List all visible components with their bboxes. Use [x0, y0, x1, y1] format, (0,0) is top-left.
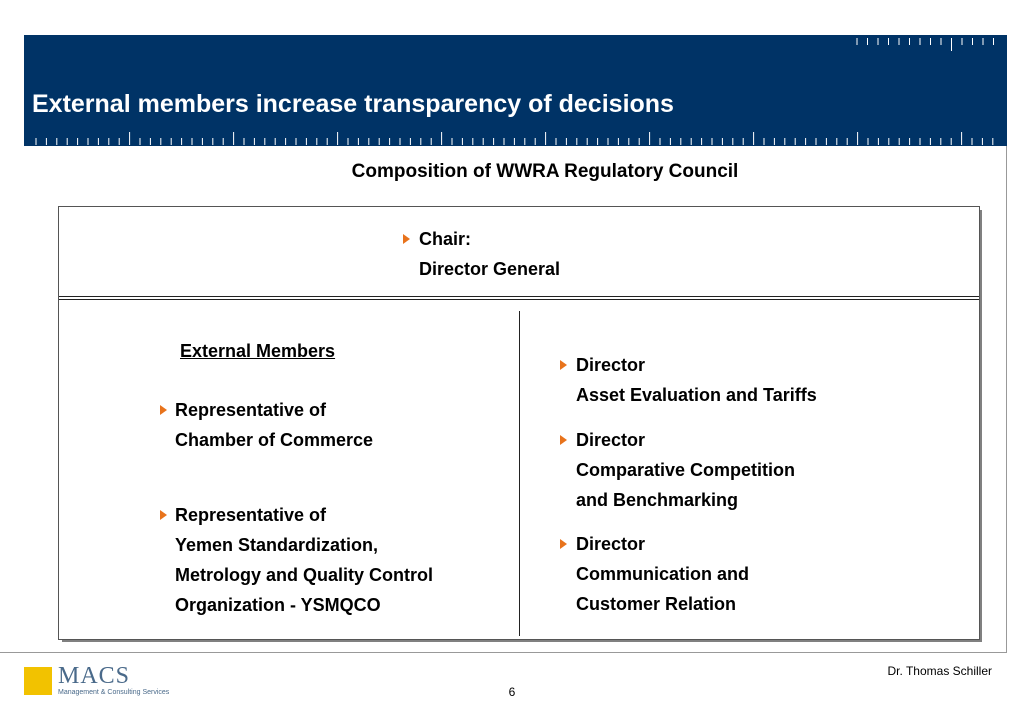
header-band	[24, 35, 1007, 146]
chair-title: Director General	[419, 259, 561, 279]
bullet-arrow-icon	[160, 510, 167, 520]
director-line: and Benchmarking	[576, 490, 739, 510]
author-name: Dr. Thomas Schiller	[887, 664, 992, 678]
bullet-arrow-icon	[560, 435, 567, 445]
page-number: 6	[508, 685, 516, 699]
external-member-line: Yemen Standardization,	[175, 535, 379, 555]
director-line: Customer Relation	[576, 594, 737, 614]
slide-subtitle: Composition of WWRA Regulatory Council	[351, 161, 739, 182]
external-member-line: Representative of	[175, 400, 327, 420]
company-logo-subtitle: Management & Consulting Services	[58, 689, 170, 696]
director-line: Director	[576, 534, 646, 554]
column-divider	[519, 311, 520, 636]
logo-square-icon	[24, 667, 52, 695]
external-member-line: Chamber of Commerce	[175, 430, 374, 450]
bullet-arrow-icon	[560, 360, 567, 370]
bullet-arrow-icon	[403, 234, 410, 244]
bullet-arrow-icon	[560, 539, 567, 549]
director-line: Director	[576, 430, 646, 450]
separator-line	[59, 296, 979, 297]
chair-label: Chair:	[419, 229, 472, 249]
separator-line	[59, 299, 979, 300]
director-line: Comparative Competition	[576, 460, 796, 480]
council-box	[58, 206, 980, 640]
header-ticks-bottom	[34, 129, 999, 145]
page-title: External members increase transparency of decisions	[32, 90, 674, 118]
director-line: Director	[576, 355, 646, 375]
bullet-arrow-icon	[160, 405, 167, 415]
director-line: Asset Evaluation and Tariffs	[576, 385, 817, 405]
external-member-line: Representative of	[175, 505, 327, 525]
footer-line	[0, 652, 1007, 653]
header-ticks-top	[855, 38, 995, 52]
company-logo: MACS	[58, 663, 131, 689]
director-line: Communication and	[576, 564, 750, 584]
external-members-heading: External Members	[180, 341, 336, 361]
external-member-line: Metrology and Quality Control	[175, 565, 434, 585]
external-member-line: Organization - YSMQCO	[175, 595, 381, 615]
right-rule	[1006, 146, 1007, 652]
